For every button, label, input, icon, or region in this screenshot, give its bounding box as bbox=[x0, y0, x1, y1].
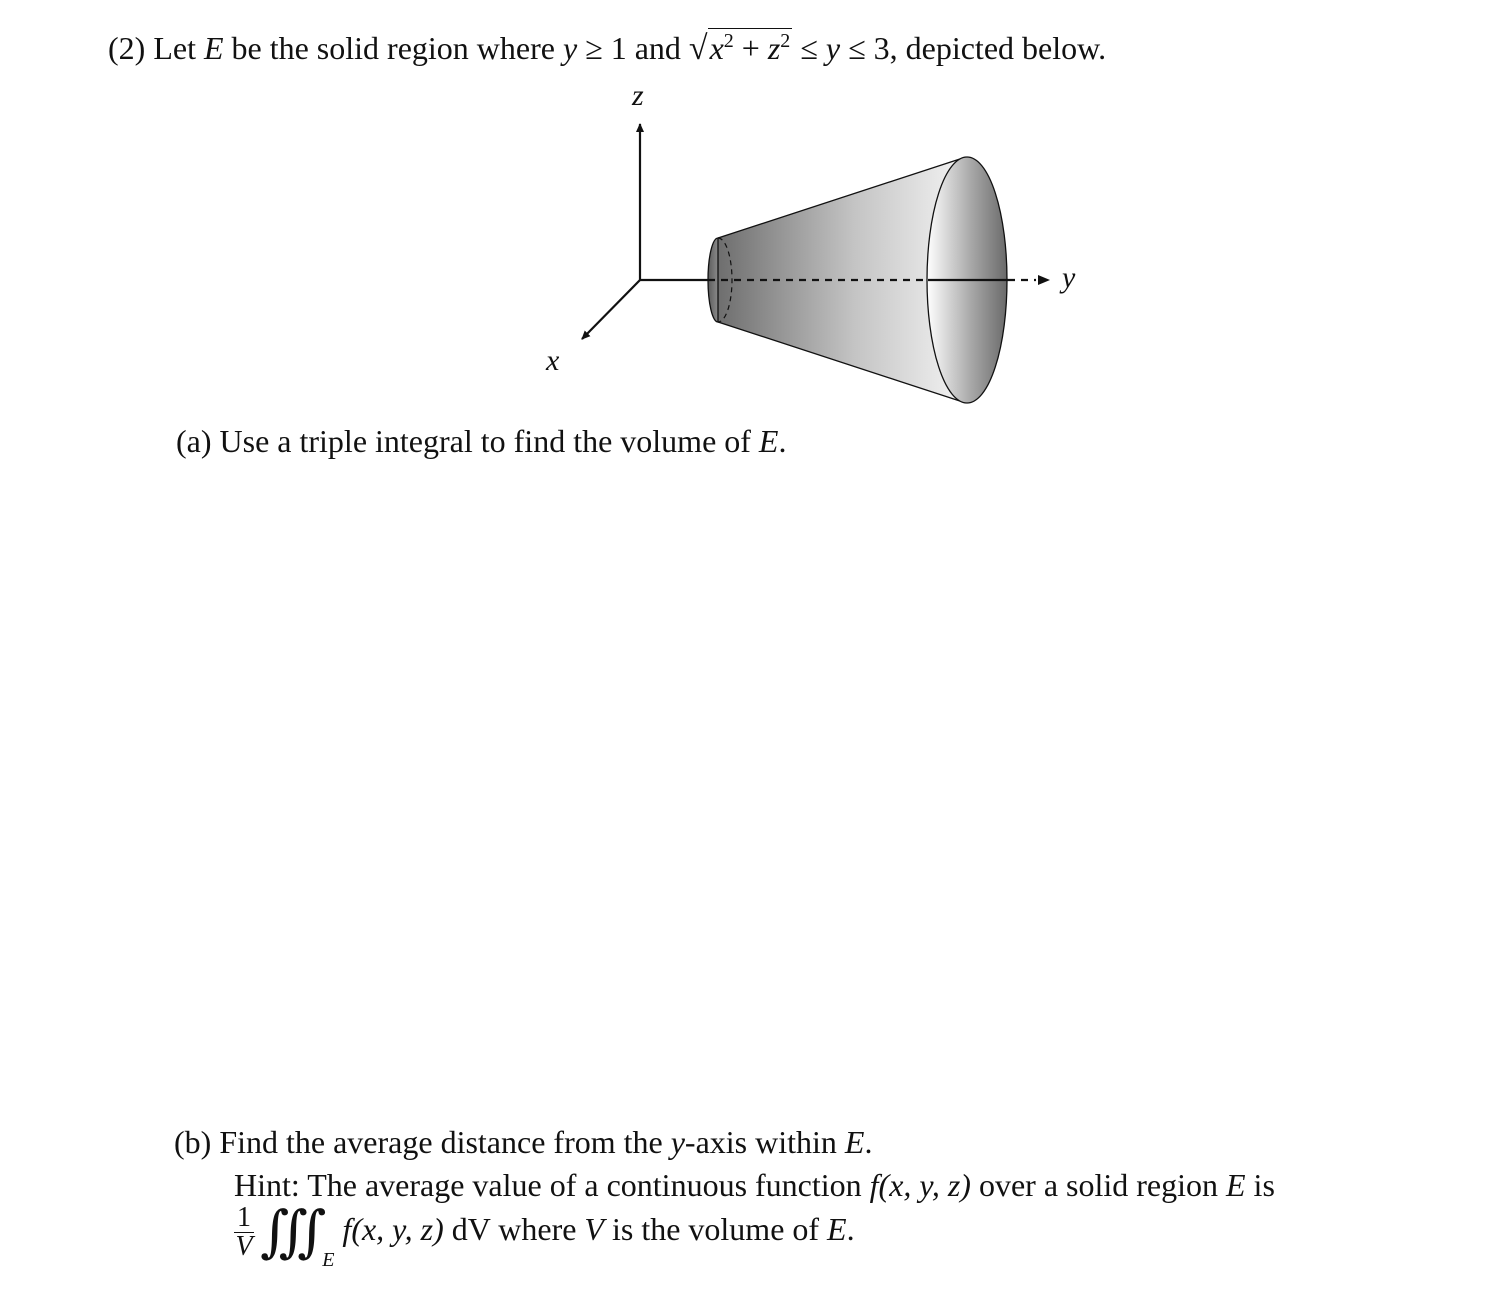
volume-symbol: V bbox=[584, 1210, 604, 1247]
word-and: and bbox=[634, 30, 681, 66]
hint-text: Hint: The average value of a continuous function bbox=[234, 1167, 862, 1203]
fraction-numerator: 1 bbox=[234, 1204, 254, 1233]
z-axis-label: z bbox=[632, 79, 644, 112]
var-x: x bbox=[709, 30, 724, 66]
hint-line bbox=[234, 1163, 1275, 1207]
cone-figure bbox=[0, 0, 1500, 420]
part-a-label: (a) bbox=[176, 423, 212, 459]
y-axis-label: y bbox=[1062, 261, 1076, 294]
fraction-denominator: V bbox=[235, 1231, 253, 1262]
sqrt-icon: √ bbox=[688, 30, 708, 67]
problem-tail: depicted below. bbox=[905, 30, 1107, 66]
part-a bbox=[176, 419, 786, 463]
volume-text: is the volume of bbox=[611, 1210, 820, 1247]
period: . bbox=[864, 1124, 873, 1160]
var-y: y bbox=[825, 30, 841, 66]
period: . bbox=[846, 1210, 855, 1247]
var-z: z bbox=[767, 30, 781, 66]
period: . bbox=[778, 423, 787, 459]
x-axis-label: x bbox=[546, 344, 560, 377]
var-y: y bbox=[562, 30, 578, 66]
leq-symbol: ≤ bbox=[800, 30, 818, 66]
region-symbol: E bbox=[827, 1210, 847, 1247]
geq-symbol: ≥ bbox=[585, 30, 603, 66]
region-symbol: E bbox=[844, 1124, 865, 1160]
part-b-label: (b) bbox=[174, 1124, 212, 1160]
average-formula-line bbox=[234, 1201, 855, 1282]
hint-text-2: over a solid region bbox=[978, 1167, 1218, 1203]
region-symbol: E bbox=[758, 423, 779, 459]
value-three: 3, bbox=[873, 30, 898, 66]
problem-lead: Let bbox=[153, 30, 196, 66]
exponent: 2 bbox=[780, 30, 791, 52]
plus-symbol: + bbox=[741, 30, 760, 66]
region-symbol: E bbox=[1226, 1167, 1246, 1203]
volume-element: dV bbox=[451, 1210, 491, 1247]
word-where: where bbox=[498, 1210, 577, 1247]
var-y: y bbox=[670, 1124, 685, 1160]
part-b-text-2: -axis within bbox=[684, 1124, 837, 1160]
value-one: 1 bbox=[610, 30, 627, 66]
hint-text-3: is bbox=[1253, 1167, 1275, 1203]
problem-number: (2) bbox=[108, 30, 146, 66]
part-a-text: Use a triple integral to find the volume of bbox=[219, 423, 751, 459]
leq-symbol: ≤ bbox=[848, 30, 866, 66]
part-b-text: Find the average distance from the bbox=[219, 1124, 663, 1160]
triple-integral-icon: ∭ bbox=[260, 1201, 313, 1264]
integrand: f(x, y, z) bbox=[342, 1210, 444, 1247]
integral-subscript: E bbox=[322, 1248, 335, 1271]
x-axis bbox=[582, 280, 640, 339]
problem-mid: be the solid region where bbox=[231, 30, 555, 66]
exponent: 2 bbox=[723, 30, 734, 52]
y-axis-arrow bbox=[1038, 275, 1050, 285]
fraction bbox=[234, 1204, 254, 1261]
part-b bbox=[174, 1120, 872, 1164]
function-expression: f(x, y, z) bbox=[869, 1167, 971, 1203]
region-symbol: E bbox=[203, 30, 224, 66]
